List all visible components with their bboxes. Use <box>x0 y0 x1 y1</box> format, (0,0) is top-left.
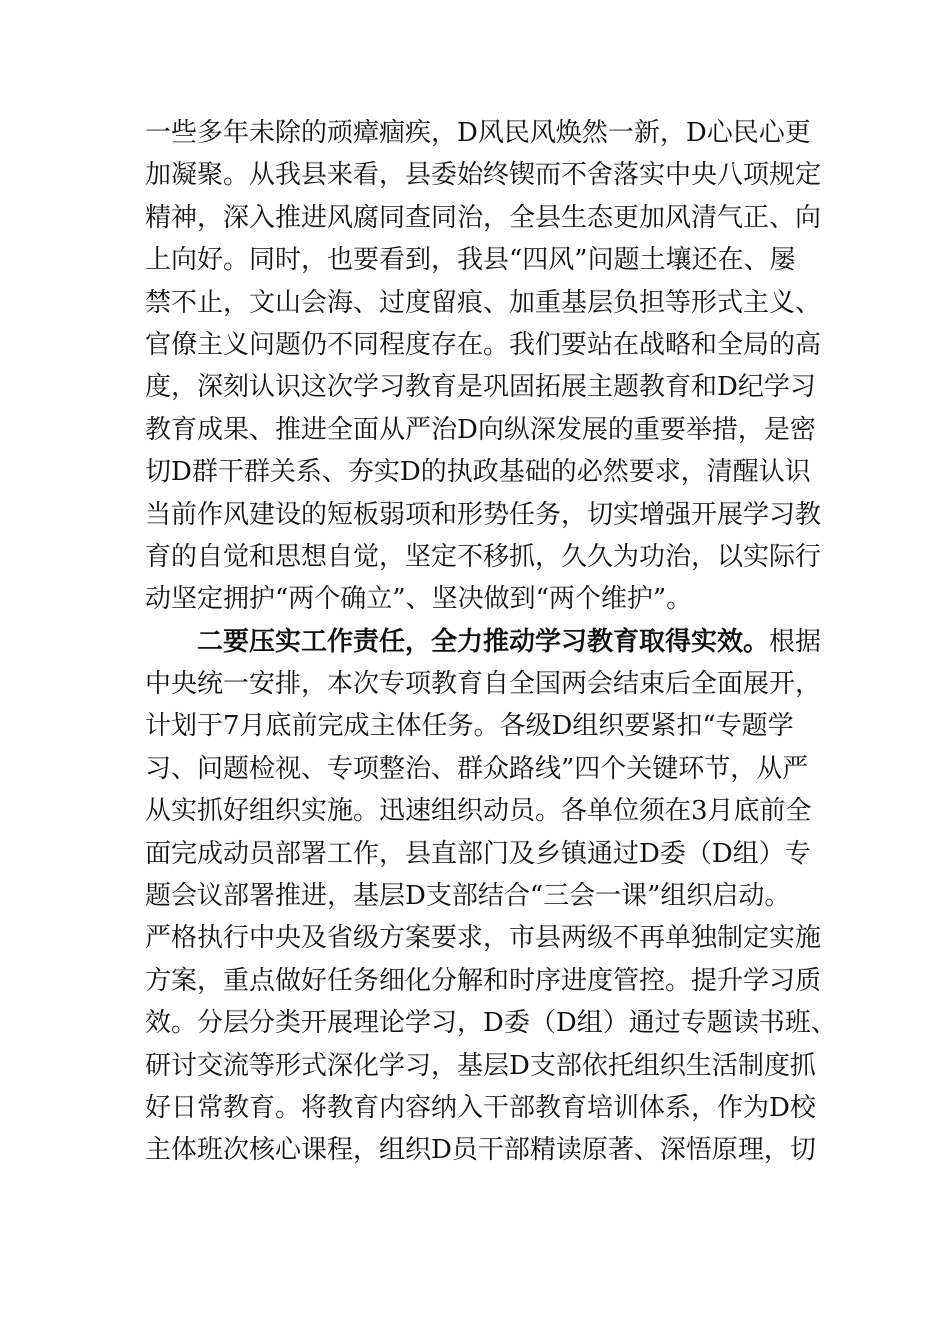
paragraph-heading-line <box>145 621 822 663</box>
text-line: 题会议部署推进，基层D支部结合“三会一课”组织启动。 <box>145 881 791 912</box>
text-line: 教育成果、推进全面从严治D向纵深发展的重要举措，是密 <box>145 414 816 445</box>
text-line: 禁不止，文山会海、过度留痕、加重基层负担等形式主义、 <box>145 287 822 318</box>
text-line: 加凝聚。从我县来看，县委始终锲而不舍落实中央八项规定 <box>145 160 822 191</box>
text-line: 习、问题检视、专项整治、群众路线”四个关键环节，从严 <box>145 753 809 784</box>
text-line: 研讨交流等形式深化学习，基层D支部依托组织生活制度抓 <box>145 1050 816 1081</box>
text-line: 当前作风建设的短板弱项和形势任务，切实增强开展学习教 <box>145 499 822 530</box>
text-line: 方案，重点做好任务细化分解和时序进度管控。提升学习质 <box>145 965 822 996</box>
text-line: 官僚主义问题仍不同程度存在。我们要站在战略和全局的高 <box>145 329 822 360</box>
paragraph-heading: 二要压实工作责任，全力推动学习教育取得实效。 <box>197 626 770 657</box>
text-line: 严格执行中央及省级方案要求，市县两级不再单独制定实施 <box>145 923 822 954</box>
text-line: 好日常教育。将教育内容纳入干部教育培训体系，作为D校 <box>145 1092 816 1123</box>
text-line: 精神，深入推进风腐同查同治，全县生态更加风清气正、向 <box>145 202 822 233</box>
document-body <box>145 112 837 1172</box>
text-line: 中央统一安排，本次专项教育自全国两会结束后全面展开， <box>145 669 822 700</box>
text-line: 切D群干群关系、夯实D的执政基础的必然要求，清醒认识 <box>145 457 811 488</box>
text-line: 效。分层分类开展理论学习，D委（D组）通过专题读书班、 <box>145 1008 837 1039</box>
text-line: 计划于7月底前完成主体任务。各级D组织要紧扣“专题学 <box>145 711 794 742</box>
paragraph-start-text: 根据 <box>769 626 822 657</box>
text-line: 上向好。同时，也要看到，我县“四风”问题土壤还在、屡 <box>145 245 796 276</box>
text-line: 从实抓好组织实施。迅速组织动员。各单位须在3月底前全 <box>145 796 812 827</box>
text-line: 面完成动员部署工作，县直部门及乡镇通过D委（D组）专 <box>145 838 811 869</box>
text-line: 度，深刻认识这次学习教育是巩固拓展主题教育和D纪学习 <box>145 372 816 403</box>
text-line: 育的自觉和思想自觉，坚定不移抓，久久为功治，以实际行 <box>145 541 822 572</box>
text-line: 动坚定拥护“两个确立”、坚决做到“两个维护”。 <box>145 584 693 615</box>
text-line: 主体班次核心课程，组织D员干部精读原著、深悟原理，切 <box>145 1135 816 1166</box>
text-line: 一些多年未除的顽瘴痼疾，D风民风焕然一新，D心民心更 <box>145 118 811 148</box>
